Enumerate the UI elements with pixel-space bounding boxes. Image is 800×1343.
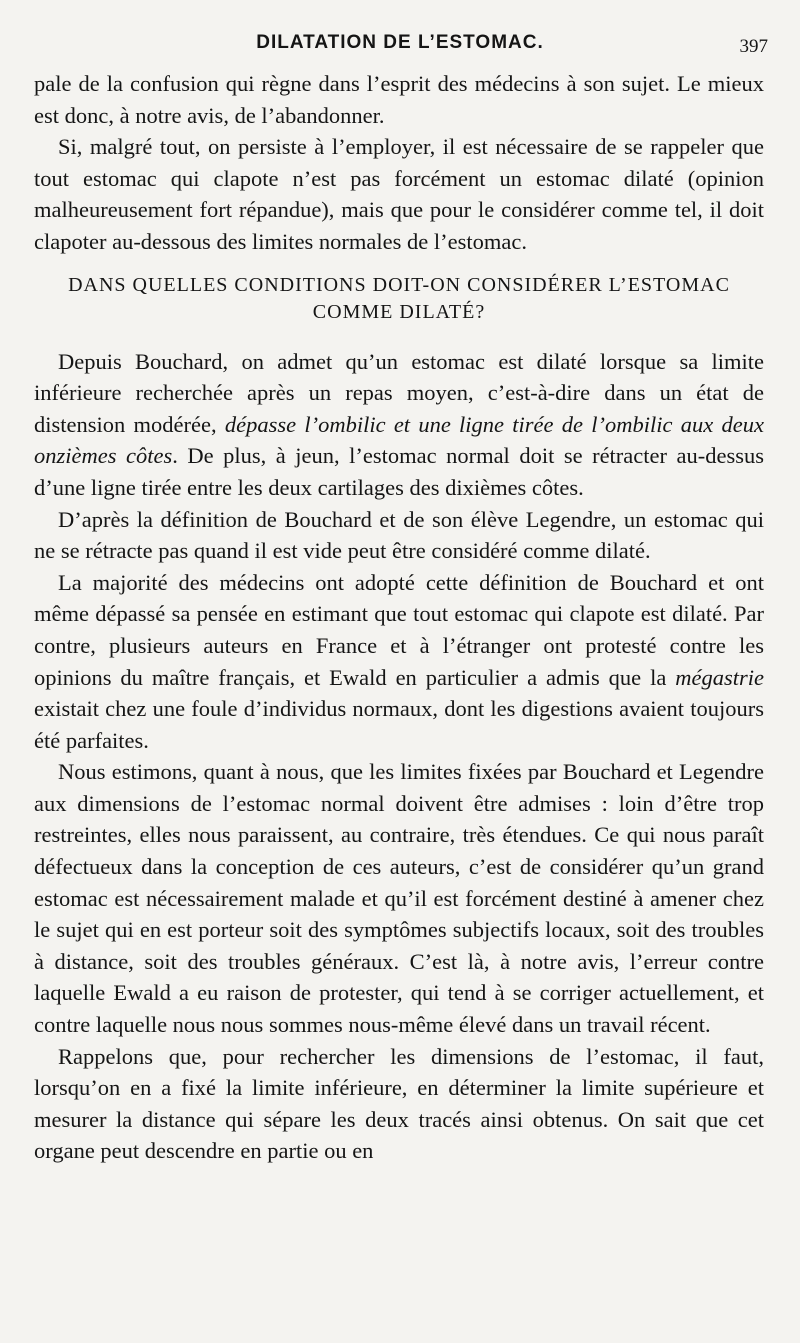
page-number: 397 (739, 36, 768, 57)
section-heading-line-1: DANS QUELLES CONDITIONS DOIT-ON CONSIDÉRER L’ESTOMAC (68, 273, 730, 296)
text-run: . De plus, à jeun, l’estomac normal doit se rétracter au-dessus d’une ligne tirée entre les deux cartilages des dixièmes côtes. (34, 443, 764, 500)
paragraph-clapotage: Si, malgré tout, on persiste à l’employer, il est nécessaire de se rappeler que tout estomac qui clapote n’est pas forcément un estomac dilaté (opinion malheureusement fort répandue), mais que pour le considérer comme tel, il doit clapoter au-dessous des limites normales de l’estomac. (34, 134, 764, 254)
text-run: Depuis Bouchard, on admet qu’un estomac est dilaté lorsque sa limite inférieure recherchée après un repas moyen, c’est-à-dire dans un état de distension modérée, (34, 348, 764, 437)
paragraph-our-opinion: Nous estimons, quant à nous, que les limites fixées par Bouchard et Legendre aux dimensions de l’estomac normal doivent être admises : loin d’être trop restreintes, elles nous paraissent, au contraire, très étendues. Ce qui nous paraît défectueux dans la conception de ces auteurs, c’est de considérer qu’un grand estomac est nécessairement malade et qu’il est forcément destiné à amener chez le sujet qui en est porteur soit des symptômes subjectifs locaux, soit des troubles à distance, soit des troubles généraux. C’est là, à notre avis, l’erreur contre laquelle Ewald a eu raison de protester, qui tend à se corriger actuellement, et contre laquelle nous nous sommes nous-même élevé dans un travail récent. (34, 759, 764, 1038)
paragraph-bouchard-definition (34, 346, 764, 504)
section-heading (34, 272, 764, 326)
paragraph-legendre: D’après la définition de Bouchard et de son élève Legendre, un estomac qui ne se rétracte pas quand il est vide peut être considéré comme dilaté. (34, 506, 764, 564)
italic-text: mégastrie (675, 664, 764, 690)
running-title: DILATATION DE L’ESTOMAC. (256, 32, 544, 53)
page-header (0, 30, 800, 60)
body-text (34, 68, 764, 1167)
paragraph-continued: pale de la confusion qui règne dans l’esprit des médecins à son sujet. Le mieux est donc, à notre avis, de l’abandonner. (34, 71, 764, 128)
text-run: existait chez une foule d’individus normaux, dont les digestions avaient toujours été parfaites. (34, 696, 764, 753)
paragraph-dimensions: Rappelons que, pour rechercher les dimensions de l’estomac, il faut, lorsqu’on en a fixé la limite inférieure, en déterminer la limite supérieure et mesurer la distance qui sépare les deux tracés ainsi obtenus. On sait que cet organe peut descendre en partie ou en (34, 1043, 764, 1164)
section-heading-line-2: COMME DILATÉ? (312, 300, 486, 323)
paragraph-majority (34, 567, 764, 757)
italic-text: dépasse l’ombilic et une ligne tirée de l’ombilic aux deux onzièmes côtes (34, 411, 764, 469)
text-run: La majorité des médecins ont adopté cette définition de Bouchard et ont même dépassé sa pensée en estimant que tout estomac qui clapote est dilaté. Par contre, plusieurs auteurs en France et à l’étranger ont protesté contre les opinions du maître français, et Ewald en particulier a admis que la (34, 569, 764, 690)
